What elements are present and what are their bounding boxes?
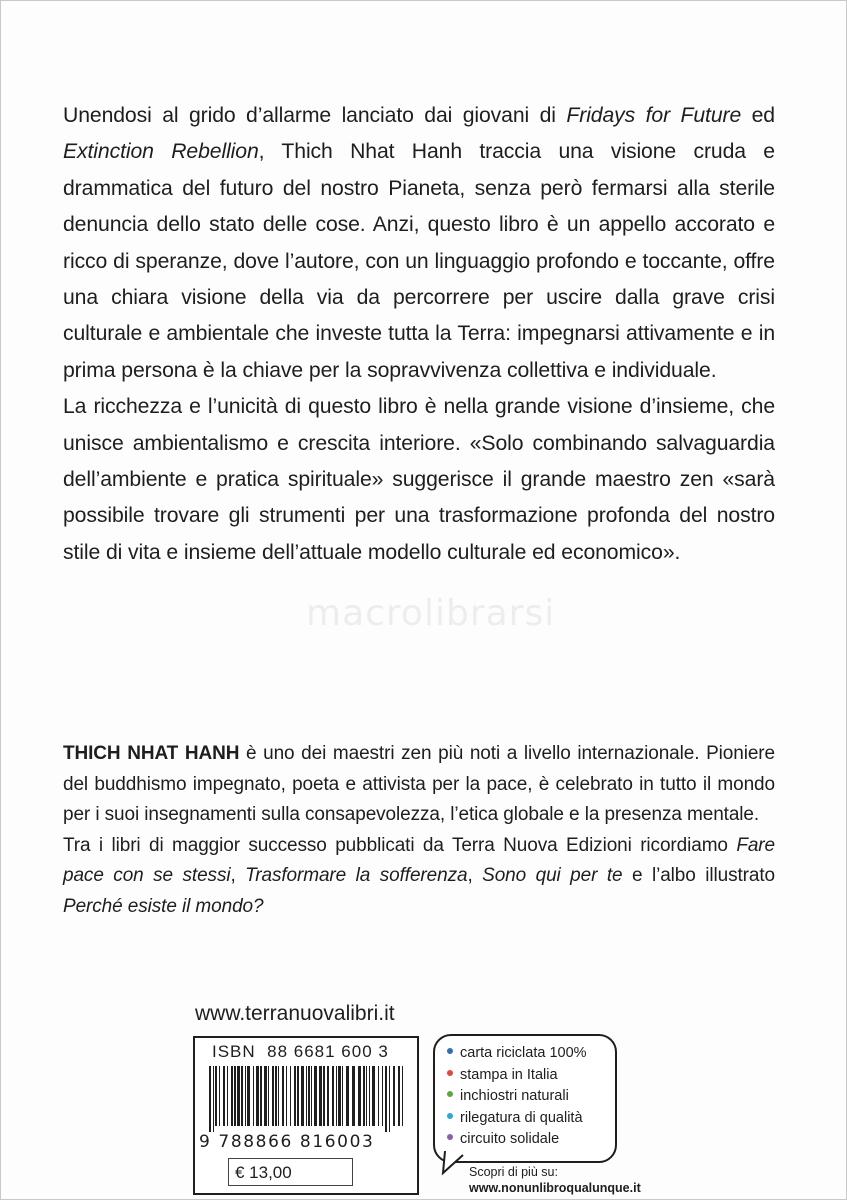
bullet-dot-icon — [447, 1091, 453, 1097]
author-paragraph-1: THICH NHAT HANH è uno dei maestri zen più noti a livello internazionale. Pioniere del buddhismo impegnato, poeta e attivista per la pace, è celebrato in tutto il mondo per i suoi insegnamenti sulla consapevolezza, l’etica globale e la presenza mentale. — [63, 743, 775, 825]
barcode-bar — [338, 1066, 341, 1126]
isbn-number: ISBN 88 6681 600 3 — [212, 1042, 389, 1061]
barcode-bar — [382, 1066, 383, 1126]
barcode-bar — [366, 1066, 367, 1126]
watermark: macrolibrarsi — [306, 593, 556, 634]
barcode-bar — [278, 1066, 279, 1126]
speech-bubble-tail-icon — [441, 1151, 471, 1177]
barcode-bar — [245, 1066, 246, 1126]
feature-item — [447, 1129, 615, 1151]
barcode-bar — [393, 1066, 395, 1126]
barcode-bar — [306, 1066, 307, 1126]
barcode-bar — [282, 1066, 284, 1126]
barcode-bar — [378, 1066, 379, 1126]
author-bio — [63, 739, 775, 922]
author-paragraph-2: Tra i libri di maggior successo pubblicati da Terra Nuova Edizioni ricordiamo Fare pace con se stessi, Trasformare la sofferenza, Sono qui per te e l’albo illustrato Perché esiste il mondo? — [63, 834, 775, 917]
features-list — [435, 1036, 615, 1151]
barcode-bar — [260, 1066, 262, 1126]
barcode-bar — [297, 1066, 299, 1126]
barcode-bar — [294, 1066, 296, 1126]
feature-item — [447, 1086, 615, 1108]
features-bubble — [433, 1034, 617, 1163]
feature-label: stampa in Italia — [460, 1066, 558, 1083]
barcode-bar — [323, 1066, 325, 1126]
feature-item — [447, 1108, 615, 1130]
book-title: Perché esiste il mondo? — [63, 895, 264, 917]
bullet-dot-icon — [447, 1048, 453, 1054]
barcode-bar — [215, 1066, 217, 1126]
barcode-bar — [275, 1066, 277, 1126]
barcode-bar — [372, 1066, 375, 1126]
author-name: THICH NHAT HANH — [63, 743, 240, 764]
feature-item — [447, 1043, 615, 1065]
barcode-bar — [290, 1066, 291, 1126]
barcode-bar — [253, 1066, 254, 1126]
barcode-bar — [352, 1066, 355, 1126]
barcode-bar — [301, 1066, 304, 1126]
barcode-bar — [256, 1066, 259, 1126]
price-tag: € 13,00 — [228, 1158, 353, 1186]
barcode-icon — [209, 1066, 405, 1132]
barcode-bar — [336, 1066, 337, 1126]
barcode-bar — [264, 1066, 267, 1126]
more-info-label: Scopri di più su: — [469, 1165, 558, 1179]
barcode-bar — [213, 1066, 214, 1132]
book-title: Fare pace con se stessi — [63, 834, 775, 886]
feature-label: rilegatura di qualità — [460, 1109, 583, 1126]
more-info-url[interactable]: www.nonunlibroqualunque.it — [469, 1181, 641, 1195]
bullet-dot-icon — [447, 1070, 453, 1076]
barcode-bar — [234, 1066, 236, 1126]
barcode-bar — [398, 1066, 400, 1126]
bullet-dot-icon — [447, 1134, 453, 1140]
barcode-bar — [241, 1066, 243, 1126]
feature-label: carta riciclata 100% — [460, 1045, 587, 1061]
barcode-bar — [247, 1066, 250, 1126]
feature-label: inchiostri naturali — [460, 1088, 569, 1104]
barcode-bar — [402, 1066, 403, 1126]
barcode-bar — [369, 1066, 370, 1126]
barcode-bar — [268, 1066, 269, 1126]
barcode-bar — [346, 1066, 349, 1126]
blurb-paragraph-1: Unendosi al grido d’allarme lanciato dai giovani di Fridays for Future ed Extinction Rebellion, Thich Nhat Hanh traccia una visione cruda e drammatica del futuro del nostro Pianeta, senza però fermarsi alla sterile denuncia dello stato delle cose. Anzi, questo libro è un appello accorato e ricco di speranze, dove l’autore, con un linguaggio profondo e toccante, offre una chiara visione della via da percorrere per uscire dalla grave crisi culturale e ambientale che investe tutta la Terra: impegnarsi attivamente e in prima persona è la chiave per la sopravvivenza collettiva e individuale. — [63, 104, 775, 382]
barcode-bar — [286, 1066, 287, 1126]
barcode-bar — [272, 1066, 274, 1126]
barcode-bar — [342, 1066, 343, 1126]
blurb-paragraph-2: La ricchezza e l’unicità di questo libro è nella grande visione d’insieme, che unisce ambientalismo e crescita interiore. «Solo combinando salvaguardia dell’ambiente e pratica spirituale» suggerisce il grande maestro zen «sarà possibile trovare gli strumenti per una trasformazione profonda del nostro stile di vita e insieme dell’attuale modello culturale ed economico». — [63, 395, 775, 564]
barcode-box — [193, 1036, 419, 1195]
publisher-website: www.terranuovalibri.it — [195, 1002, 395, 1025]
barcode-bar — [358, 1066, 361, 1126]
barcode-bar — [314, 1066, 317, 1126]
barcode-bar — [332, 1066, 334, 1126]
barcode-bar — [385, 1066, 387, 1132]
more-info — [469, 1164, 641, 1196]
blurb — [63, 98, 775, 571]
book-title: Sono qui per te — [482, 865, 623, 886]
barcode-bar — [327, 1066, 329, 1126]
book-title: Trasformare la sofferenza — [245, 865, 468, 886]
barcode-bar — [223, 1066, 225, 1126]
barcode-bar — [237, 1066, 240, 1126]
bullet-dot-icon — [447, 1113, 453, 1119]
ean-number: 9 788866 816003 — [199, 1132, 375, 1152]
barcode-bar — [231, 1066, 233, 1126]
barcode-bar — [308, 1066, 310, 1126]
barcode-bar — [219, 1066, 220, 1126]
barcode-bar — [319, 1066, 322, 1126]
barcode-bar — [389, 1066, 390, 1132]
barcode-bar — [227, 1066, 228, 1126]
barcode-bar — [311, 1066, 312, 1126]
feature-item — [447, 1065, 615, 1087]
barcode-bar — [209, 1066, 211, 1132]
feature-label: circuito solidale — [460, 1131, 560, 1147]
barcode-bar — [363, 1066, 365, 1126]
